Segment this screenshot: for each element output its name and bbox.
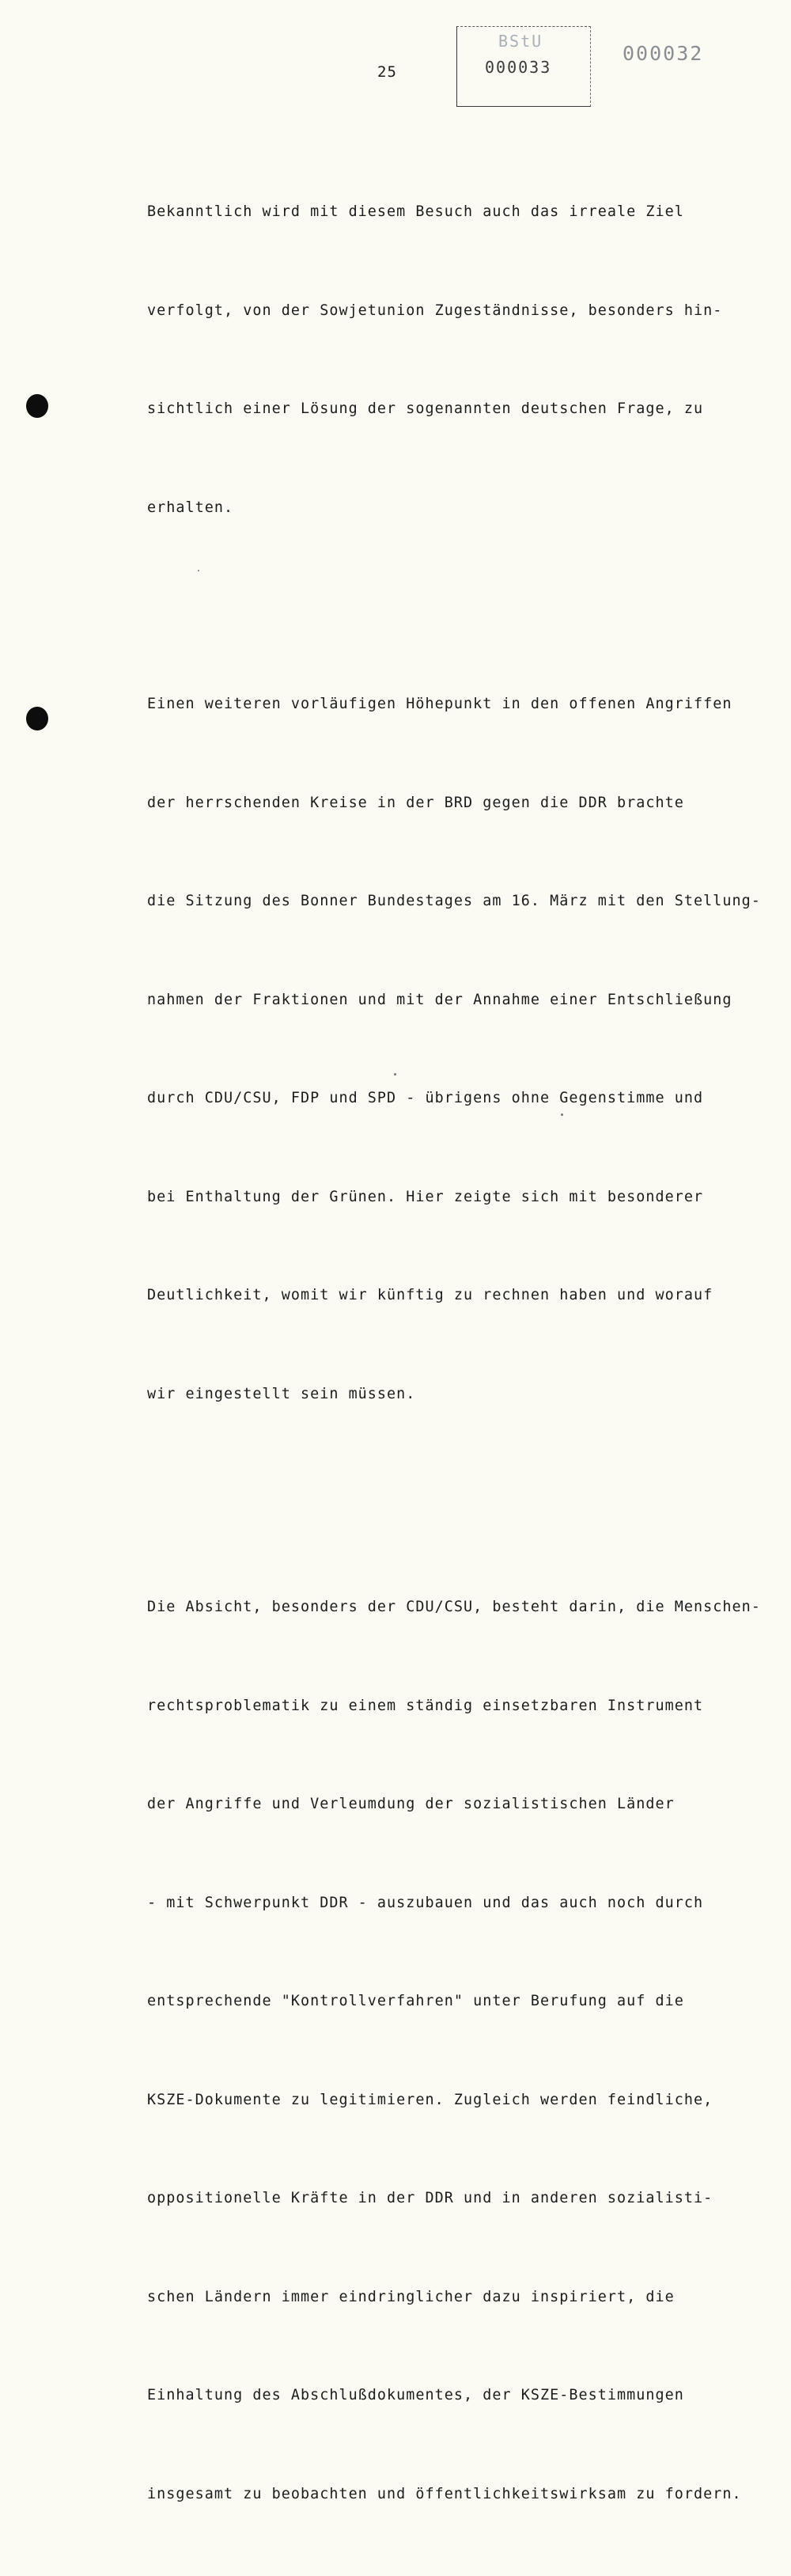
text-line: Bekanntlich wird mit diesem Besuch auch das irreale Ziel	[147, 203, 684, 220]
text-line: verfolgt, von der Sowjetunion Zugeständnisse, besonders hin-	[147, 302, 723, 319]
body-text	[147, 130, 772, 2576]
text-line: schen Ländern immer eindringlicher dazu inspiriert, die	[147, 2288, 675, 2305]
text-line: wir eingestellt sein müssen.	[147, 1385, 416, 1402]
text-line: entsprechende "Kontrollverfahren" unter Berufung auf die	[147, 1993, 684, 2009]
text-line: erhalten.	[147, 499, 234, 516]
text-line: sichtlich einer Lösung der sogenannten deutschen Frage, zu	[147, 400, 704, 417]
text-line: der Angriffe und Verleumdung der sozialistischen Länder	[147, 1796, 675, 1812]
text-line: oppositionelle Kräfte in der DDR und in anderen sozialisti-	[147, 2190, 713, 2206]
text-line: Deutlichkeit, womit wir künftig zu rechnen haben und worauf	[147, 1287, 713, 1303]
punch-hole-upper	[26, 394, 48, 418]
text-line: insgesamt zu beobachten und öffentlichkeitswirksam zu fordern.	[147, 2485, 742, 2502]
page-number: 25	[377, 63, 397, 81]
paper-speck	[198, 570, 199, 571]
text-line: - mit Schwerpunkt DDR - auszubauen und das auch noch durch	[147, 1894, 704, 1911]
paper-speck	[394, 1073, 396, 1076]
text-line: Einen weiteren vorläufigen Höhepunkt in den offenen Angriffen	[147, 696, 732, 712]
text-line: durch CDU/CSU, FDP und SPD - übrigens ohne Gegenstimme und	[147, 1090, 704, 1106]
archive-number: 000032	[623, 42, 704, 65]
text-line: bei Enthaltung der Grünen. Hier zeigte sich mit besonderer	[147, 1188, 704, 1205]
paragraph	[147, 1525, 772, 2576]
stamp-number: 000033	[485, 58, 552, 77]
paragraph	[147, 622, 772, 1476]
paper-speck	[561, 1113, 563, 1116]
text-line: der herrschenden Kreise in der BRD gegen die DDR brachte	[147, 794, 684, 811]
text-line: Einhaltung des Abschlußdokumentes, der KSZE-Bestimmungen	[147, 2387, 684, 2403]
paragraph	[147, 130, 772, 590]
text-line: die Sitzung des Bonner Bundestages am 16. März mit den Stellung-	[147, 893, 761, 909]
text-line: Die Absicht, besonders der CDU/CSU, besteht darin, die Menschen-	[147, 1599, 761, 1615]
text-line: KSZE-Dokumente zu legitimieren. Zugleich werden feindliche,	[147, 2091, 713, 2108]
stamp-agency: BStU	[498, 32, 543, 51]
text-line: rechtsproblematik zu einem ständig einsetzbaren Instrument	[147, 1697, 704, 1714]
text-line: nahmen der Fraktionen und mit der Annahme einer Entschließung	[147, 991, 732, 1008]
punch-hole-lower	[26, 707, 48, 730]
